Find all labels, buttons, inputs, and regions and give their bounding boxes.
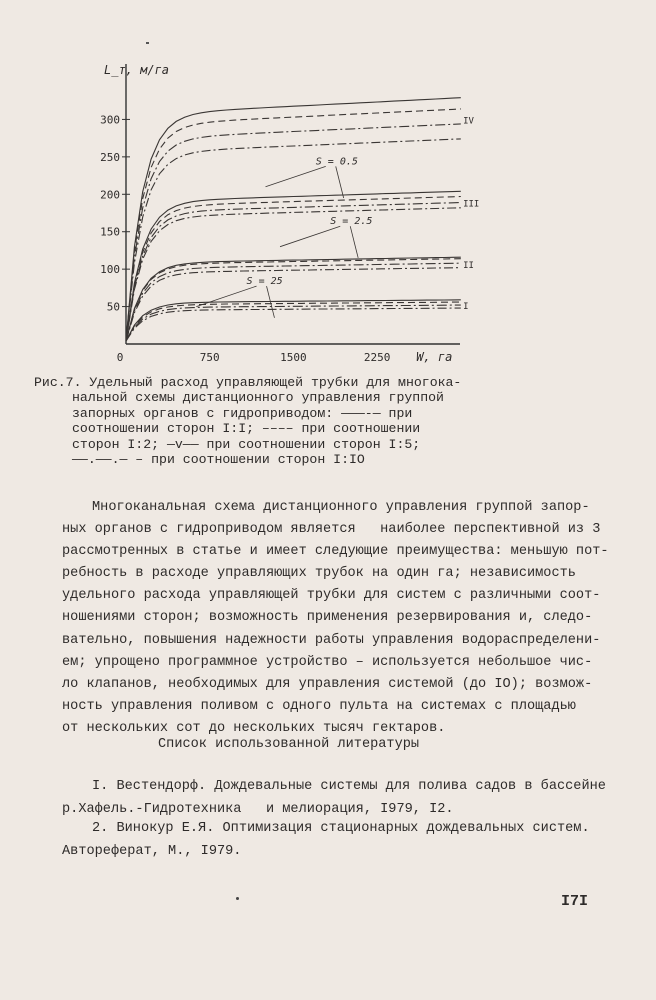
caption-line: соотношении сторон I:I; –––– при соотношении [72, 421, 421, 437]
series-curve [126, 139, 461, 341]
body-line: вательно, повышения надежности работы управления водораспределени- [62, 632, 601, 648]
x-tick-label: 1500 [280, 351, 307, 364]
body-line: ных органов с гидроприводом является наиболее перспективной из 3 [62, 522, 601, 538]
curve-label: S = 25 [246, 276, 283, 288]
y-tick-label: 250 [100, 150, 120, 164]
body-line: удельного расхода управляющей трубки для систем с различными соот- [62, 588, 601, 604]
series-curve [126, 308, 461, 341]
y-axis-label: L_т, м/га [104, 63, 170, 77]
x-tick-label: 750 [199, 351, 220, 364]
reference-item [62, 818, 632, 863]
body-line: ность управления поливом с одного пульта на системах с площадью [62, 698, 576, 714]
group-label: III [463, 199, 480, 210]
group-label: II [463, 260, 474, 271]
series-curve [126, 203, 461, 342]
y-tick-label: 100 [100, 263, 120, 277]
references-heading: Список использованной литературы [158, 737, 420, 752]
reference-line: Автореферат, М., I979. [62, 843, 242, 859]
chart-labels [196, 116, 479, 317]
series-curve [126, 305, 461, 341]
leader-line [266, 166, 326, 186]
body-line: рассмотренных в статье и имеет следующие преимущества: меньшую пот- [62, 544, 609, 560]
caption-line: Рис.7. Удельный расход управляющей трубки для многока- [34, 375, 462, 390]
curve-label: S = 0.5 [315, 156, 358, 168]
caption-line: ——.——.— – при соотношении сторон I:IO [72, 452, 365, 468]
page-number: I7I [561, 893, 589, 910]
body-line: ем; упрощено программное устройство – используется небольшое чис- [62, 654, 593, 670]
group-label: I [463, 302, 469, 313]
body-line: от нескольких сот до нескольких тысяч гектаров. [62, 720, 446, 736]
chart-curves [126, 98, 461, 341]
print-speck [146, 42, 149, 44]
curve-label: S = 2.5 [330, 216, 373, 228]
x-axis-label: W, га [416, 350, 453, 364]
body-line: ношениями сторон; возможность применения резервирования и, следо- [62, 610, 593, 626]
body-line: ребность в расходе управляющих трубок на один га; независимость [62, 566, 576, 582]
series-curve [126, 98, 461, 341]
series-curve [126, 191, 461, 341]
caption-line: сторон I:2; —v—— при соотношении сторон I:5; [72, 436, 421, 452]
leader-line [336, 166, 344, 198]
reference-line: р.Хафель.-Гидротехника и мелиорация, I979, I2. [62, 801, 454, 817]
body-line: ло клапанов, необходимых для управления системой (до IO); возмож- [62, 676, 593, 692]
print-dot [236, 897, 239, 900]
body-paragraph [62, 497, 622, 740]
leader-line [280, 226, 340, 246]
reference-line: I. Вестендорф. Дождевальные системы для полива садов в бассейне [92, 779, 606, 794]
leader-line [350, 226, 358, 258]
y-tick-label: 300 [100, 113, 120, 127]
reference-line: 2. Винокур Е.Я. Оптимизация стационарных дождевальных систем. [92, 821, 590, 836]
chart-axes [100, 63, 460, 364]
figure-chart [92, 52, 480, 368]
caption-line: запорных органов с гидроприводом: ———-— при [72, 405, 413, 421]
y-tick-label: 200 [100, 188, 120, 202]
body-line: Многоканальная схема дистанционного управления группой запор- [92, 500, 590, 515]
caption-line: нальной схемы дистанционного управления группой [72, 390, 444, 406]
reference-item [62, 776, 632, 821]
y-tick-label: 150 [100, 225, 120, 239]
group-label: IV [463, 116, 474, 127]
x-tick-label: 2250 [363, 351, 391, 364]
x-tick-label: 0 [116, 351, 124, 364]
figure-caption [34, 375, 534, 467]
y-tick-label: 50 [106, 300, 120, 314]
